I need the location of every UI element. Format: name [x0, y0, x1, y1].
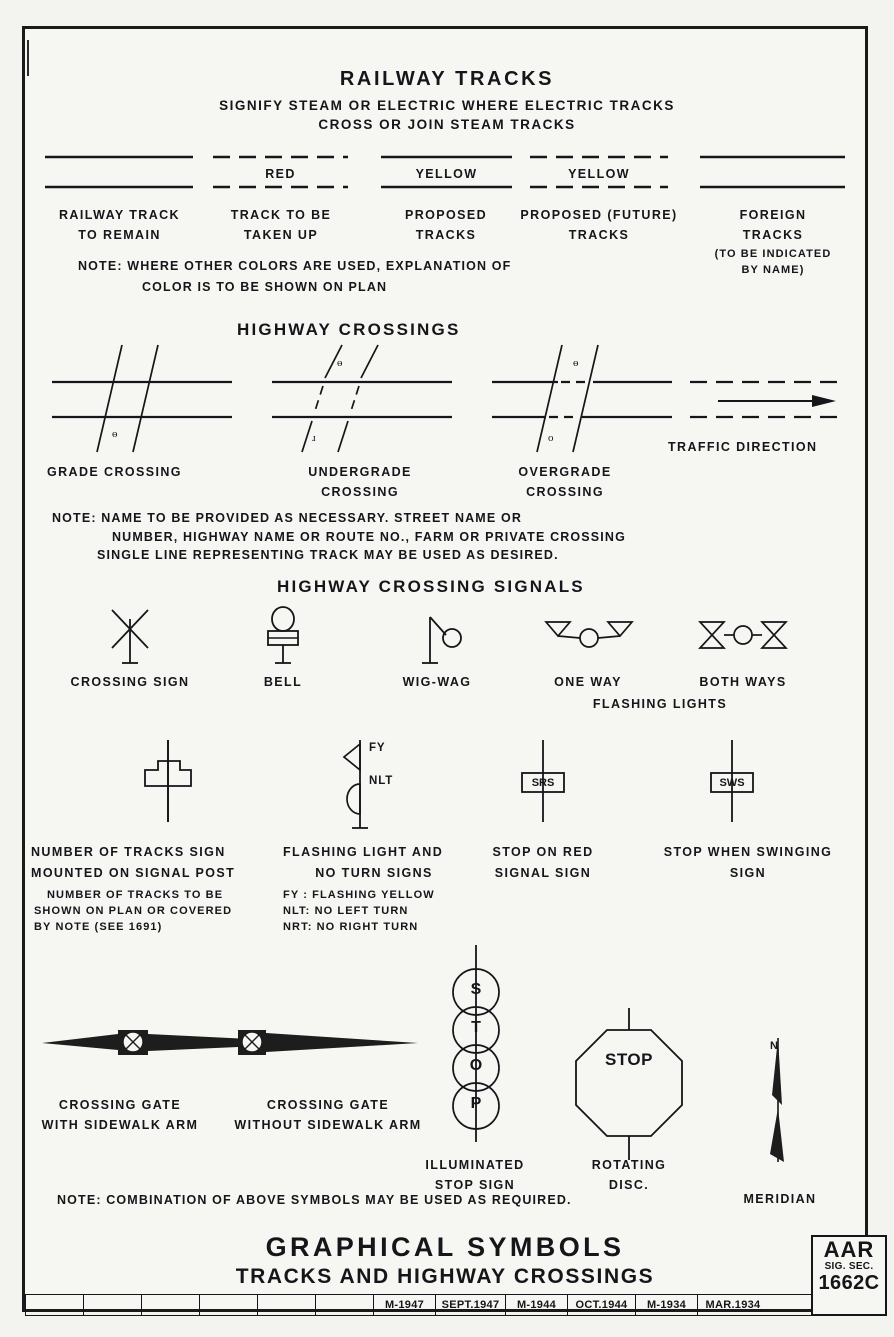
flashing-light-no-turn-signs-icon — [344, 740, 368, 828]
section-heading-railway-tracks: RAILWAY TRACKS — [339, 68, 555, 90]
revision-cell-m-1934: M-1934 — [636, 1295, 698, 1315]
crossing-label-overgrade-1: OVERGRADE — [518, 465, 612, 479]
track-color-label-yellow-2: YELLOW — [568, 167, 630, 181]
signal-label-stop-on-red-1: STOP ON RED — [492, 845, 594, 859]
signal-sub-number-of-tracks-2: SHOWN ON PLAN OR COVERED — [34, 905, 233, 917]
gate-label-without-sidewalk-1: CROSSING GATE — [266, 1098, 390, 1112]
gate-label-with-sidewalk-2: WITH SIDEWALK ARM — [41, 1118, 199, 1132]
svg-text:ɵ: ɵ — [573, 357, 579, 369]
signal-label-number-of-tracks-2: MOUNTED ON SIGNAL POST — [31, 866, 236, 880]
revision-cell-mar-1934: MAR.1934 — [705, 1299, 761, 1311]
number-of-tracks-sign-icon — [145, 740, 191, 822]
signal-label-flashing-no-turn-1: FLASHING LIGHT AND — [283, 845, 444, 859]
sign-text-srs: SRS — [531, 777, 555, 789]
aar-stamp-box — [811, 1235, 887, 1316]
label-illuminated-stop-sign-2: STOP SIGN — [434, 1178, 516, 1192]
railway-tracks-subheading-1: SIGNIFY STEAM OR ELECTRIC WHERE ELECTRIC TRACKS — [219, 98, 675, 113]
track-label-remain-2: TO REMAIN — [78, 228, 161, 242]
revision-cell-empty-2 — [142, 1295, 200, 1315]
crossing-label-traffic-direction: TRAFFIC DIRECTION — [668, 440, 818, 454]
section-heading-highway-crossings: HIGHWAY CROSSINGS — [237, 320, 461, 339]
signal-label-flashing-no-turn-2: NO TURN SIGNS — [315, 866, 433, 880]
rotating-disc-stop-text: STOP — [605, 1050, 653, 1069]
svg-text:ɵ: ɵ — [337, 357, 343, 369]
revision-cell-empty-3 — [200, 1295, 258, 1315]
revision-cell-empty-5 — [316, 1295, 374, 1315]
highway-crossings-graphic — [0, 340, 894, 455]
signal-sub-number-of-tracks-1: NUMBER OF TRACKS TO BE — [47, 889, 224, 901]
meridian-icon — [770, 1038, 784, 1162]
track-color-label-yellow-1: YELLOW — [415, 167, 478, 181]
signal-label-stop-swinging-1: STOP WHEN SWINGING — [663, 845, 833, 859]
track-color-label-red: RED — [265, 167, 296, 181]
signal-label-stop-swinging-2: SIGN — [729, 866, 767, 880]
signal-label-wig-wag: WIG-WAG — [402, 675, 472, 689]
crossing-signals-row1-graphic — [0, 605, 894, 670]
svg-text:o: o — [548, 432, 554, 444]
track-label-future-2: TRACKS — [568, 228, 630, 242]
crossing-label-undergrade-1: UNDERGRADE — [308, 465, 412, 479]
section-heading-crossing-signals: HIGHWAY CROSSING SIGNALS — [277, 577, 585, 596]
signal-label-number-of-tracks-1: NUMBER OF TRACKS SIGN — [31, 845, 226, 859]
crossing-label-grade: GRADE CROSSING — [47, 465, 182, 479]
revision-row — [25, 1294, 815, 1316]
drawing-subtitle: TRACKS AND HIGHWAY CROSSINGS — [235, 1265, 655, 1288]
crossing-gate-without-sidewalk-arm-icon — [238, 1030, 418, 1055]
signal-sub-number-of-tracks-3: BY NOTE (SEE 1691) — [34, 921, 163, 933]
illuminated-letter-o: O — [469, 1057, 483, 1074]
sign-text-sws: SWS — [719, 777, 745, 789]
aar-drawing-number: 1662C — [818, 1272, 880, 1295]
label-rotating-disc-1: ROTATING — [591, 1158, 667, 1172]
signal-label-flashing-lights: FLASHING LIGHTS — [592, 697, 728, 711]
revision-cell-m-1944: M-1944 — [506, 1295, 568, 1315]
railway-tracks-subheading-2: CROSS OR JOIN STEAM TRACKS — [318, 117, 576, 132]
label-illuminated-stop-sign-1: ILLUMINATED — [425, 1158, 525, 1172]
aar-department-label: SIG. SEC. — [824, 1261, 874, 1273]
rotating-disc-icon — [576, 1008, 682, 1160]
revision-cell-m-1947: M-1947 — [374, 1295, 436, 1315]
illuminated-letter-s: S — [470, 981, 482, 998]
gate-label-without-sidewalk-2: WITHOUT SIDEWALK ARM — [234, 1118, 422, 1132]
highway-crossings-note-3: SINGLE LINE REPRESENTING TRACK MAY BE USED AS DESIRED. — [97, 548, 559, 562]
track-label-proposed-2: TRACKS — [415, 228, 477, 242]
wig-wag-icon — [422, 617, 461, 663]
revision-cell-empty-4 — [258, 1295, 316, 1315]
highway-crossings-note-1: NOTE: NAME TO BE PROVIDED AS NECESSARY. STREET NAME OR — [52, 511, 523, 525]
crossing-label-undergrade-2: CROSSING — [321, 485, 399, 499]
both-ways-flashing-lights-icon — [700, 622, 786, 648]
track-label-foreign-2: TRACKS — [742, 228, 804, 242]
revision-cell-empty-0 — [26, 1295, 84, 1315]
signal-label-bell: BELL — [263, 675, 303, 689]
svg-text:ɹ: ɹ — [312, 432, 316, 444]
one-way-flashing-lights-icon — [546, 622, 632, 647]
track-label-proposed-1: PROPOSED — [404, 208, 488, 222]
gates-and-misc-graphic — [0, 930, 894, 1170]
track-label-foreign-3: (TO BE INDICATED — [714, 248, 832, 260]
track-label-foreign-4: BY NAME) — [741, 264, 805, 276]
track-label-foreign-1: FOREIGN — [739, 208, 807, 222]
bell-icon — [268, 607, 298, 663]
gates-note: NOTE: COMBINATION OF ABOVE SYMBOLS MAY BE USED AS REQUIRED. — [57, 1193, 572, 1207]
gate-label-with-sidewalk-1: CROSSING GATE — [58, 1098, 182, 1112]
highway-crossings-note-2: NUMBER, HIGHWAY NAME OR ROUTE NO., FARM OR PRIVATE CROSSING — [112, 530, 626, 544]
flashing-sign-label-fy: FY — [369, 742, 386, 754]
revision-cell-sept-1947: SEPT.1947 — [436, 1295, 506, 1315]
crossing-sign-icon — [112, 610, 148, 663]
svg-text:ɵ: ɵ — [112, 428, 118, 440]
track-label-remain-1: RAILWAY TRACK — [59, 208, 180, 222]
signal-label-one-way: ONE WAY — [554, 675, 622, 689]
signal-label-crossing-sign: CROSSING SIGN — [70, 675, 190, 689]
crossing-label-overgrade-2: CROSSING — [526, 485, 604, 499]
drawing-title: GRAPHICAL SYMBOLS — [265, 1232, 625, 1262]
flashing-sign-label-nlt: NLT — [369, 775, 394, 787]
track-label-takenup-2: TAKEN UP — [243, 228, 319, 242]
signal-sub-flashing-nlt: NLT: NO LEFT TURN — [283, 905, 409, 917]
crossing-signals-row2-graphic — [0, 740, 894, 830]
title-block — [25, 1232, 880, 1311]
label-rotating-disc-2: DISC. — [608, 1178, 650, 1192]
illuminated-letter-p: P — [470, 1095, 482, 1112]
aar-org-label: AAR — [823, 1237, 875, 1262]
track-label-takenup-1: TRACK TO BE — [230, 208, 332, 222]
signal-label-stop-on-red-2: SIGNAL SIGN — [494, 866, 592, 880]
track-label-future-1: PROPOSED (FUTURE) — [520, 208, 678, 222]
railway-tracks-note-1: NOTE: WHERE OTHER COLORS ARE USED, EXPLANATION OF — [78, 259, 512, 273]
revision-cell-oct-1944: OCT.1944 — [568, 1295, 636, 1315]
meridian-north-label: N — [770, 1040, 780, 1052]
signal-sub-flashing-fy: FY : FLASHING YELLOW — [283, 889, 435, 901]
label-meridian: MERIDIAN — [743, 1192, 817, 1206]
illuminated-letter-t: T — [471, 1019, 481, 1036]
signal-label-both-ways: BOTH WAYS — [699, 675, 787, 689]
revision-cell-empty-1 — [84, 1295, 142, 1315]
railway-tracks-note-2: COLOR IS TO BE SHOWN ON PLAN — [142, 280, 388, 294]
signal-sub-flashing-nrt: NRT: NO RIGHT TURN — [283, 921, 419, 933]
